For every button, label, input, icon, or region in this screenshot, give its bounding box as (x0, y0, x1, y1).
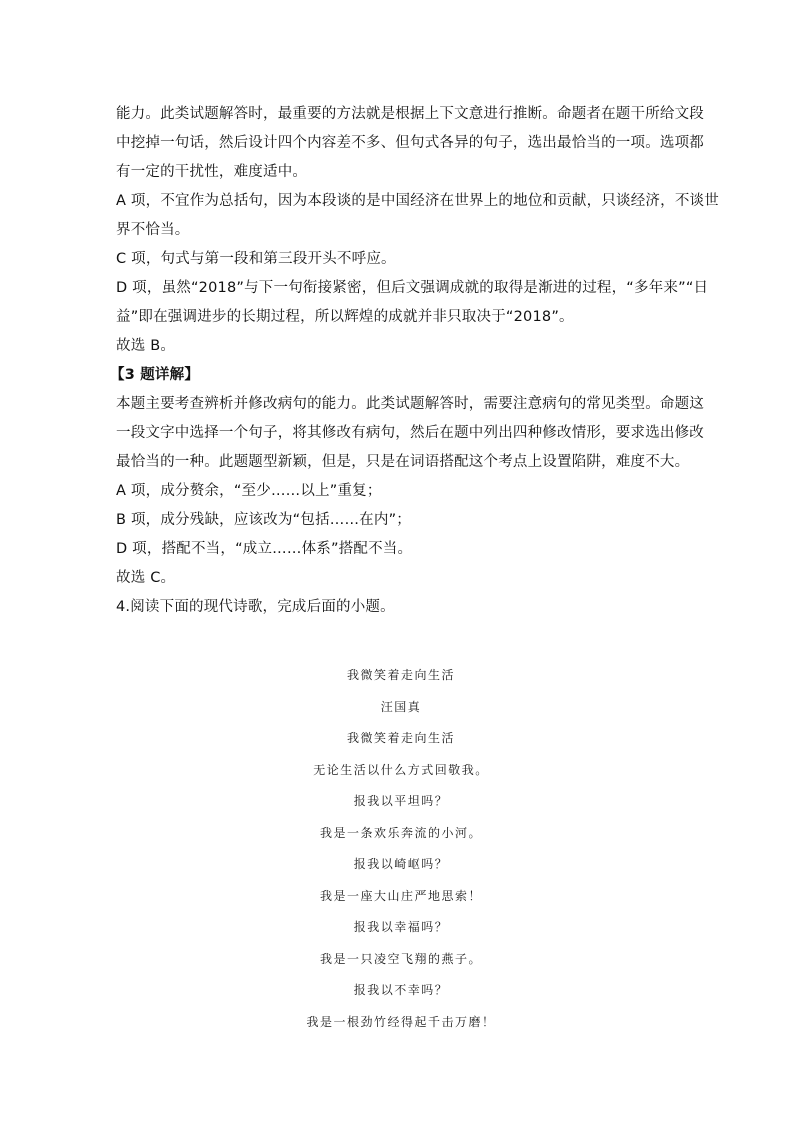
poem-title: 我微笑着走向生活 (346, 668, 455, 682)
poem-line: 报我以不幸吗？ (353, 983, 449, 997)
poem-line: 报我以幸福吗？ (353, 920, 449, 934)
text-line: D 项，虽然“2018”与下一句衔接紧密，但后文强调成就的取得是渐进的过程，“多年来”“日 (116, 280, 709, 296)
text-line: 故选 B。 (116, 338, 176, 354)
text-line: 有一定的干扰性，难度适中。 (116, 164, 308, 180)
text-line: D 项，搭配不当，“成立……体系”搭配不当。 (116, 541, 413, 557)
text-line: 最恰当的一种。此题题型新颖，但是，只是在词语搭配这个考点上设置陷阱，难度不大。 (116, 454, 690, 470)
poem-line: 我是一只凌空飞翔的燕子。 (319, 951, 482, 966)
text-line: 界不恰当。 (116, 222, 190, 238)
text-line: B 项，成分残缺，应该改为“包括……在内”； (116, 512, 411, 528)
text-line: 益”即在强调进步的长期过程，所以辉煌的成就并非只取决于“2018”。 (116, 309, 574, 325)
answer-analysis (110, 100, 719, 622)
poem-line: 报我以平坦吗？ (353, 794, 449, 808)
section-heading: 【3 题详解】 (110, 367, 200, 383)
poem-author: 汪国真 (380, 699, 422, 714)
text-line: 能力。此类试题解答时，最重要的方法就是根据上下文意进行推断。命题者在题干所给文段 (116, 106, 704, 122)
poem (116, 660, 686, 1038)
poem-line: 无论生活以什么方式回敬我。 (313, 762, 489, 777)
question-prompt: 4.阅读下面的现代诗歌，完成后面的小题。 (116, 599, 395, 615)
poem-line: 我是一条欢乐奔流的小河。 (319, 825, 482, 840)
text-line: 故选 C。 (116, 570, 176, 586)
text-line: A 项，成分赘余，“至少……以上”重复； (116, 483, 382, 499)
text-line: 本题主要考查辨析并修改病句的能力。此类试题解答时，需要注意病句的常见类型。命题这 (116, 396, 704, 412)
text-line: A 项，不宜作为总括句，因为本段谈的是中国经济在世界上的地位和贡献，只谈经济，不谈世 (116, 193, 719, 209)
text-line: 中挖掉一句话，然后设计四个内容差不多、但句式各异的句子，选出最恰当的一项。选项都 (116, 135, 704, 151)
poem-line: 我是一根劲竹经得起千击万磨！ (306, 1014, 496, 1029)
text-line: 一段文字中选择一个句子，将其修改有病句，然后在题中列出四种修改情形，要求选出修改 (116, 425, 704, 441)
poem-line: 报我以崎岖吗？ (353, 857, 449, 871)
poem-line: 我是一座大山庄严地思索！ (319, 888, 482, 903)
poem-line: 我微笑着走向生活 (346, 731, 455, 745)
text-line: C 项，句式与第一段和第三段开头不呼应。 (116, 251, 396, 267)
